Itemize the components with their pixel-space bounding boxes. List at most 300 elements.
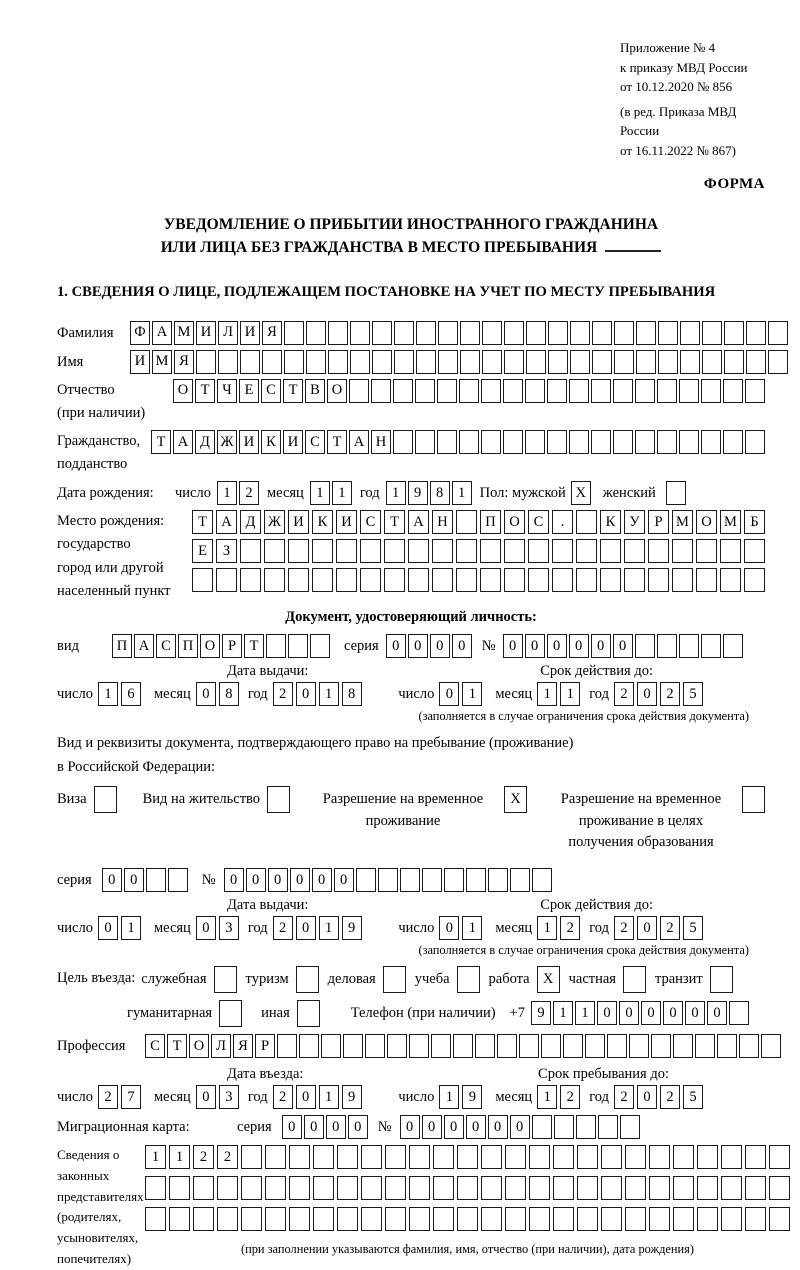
char-cell[interactable] xyxy=(761,1034,781,1058)
char-cell[interactable]: 8 xyxy=(219,682,239,706)
char-cell[interactable] xyxy=(532,868,552,892)
char-cell[interactable] xyxy=(488,868,508,892)
char-cell[interactable] xyxy=(504,539,525,563)
char-cell[interactable] xyxy=(625,1207,646,1231)
char-cell[interactable] xyxy=(460,321,480,345)
char-cell[interactable] xyxy=(504,321,524,345)
char-cell[interactable] xyxy=(553,1176,574,1200)
char-cell[interactable] xyxy=(456,539,477,563)
char-cell[interactable] xyxy=(592,321,612,345)
char-cell[interactable] xyxy=(745,1145,766,1169)
char-cell[interactable] xyxy=(241,1207,262,1231)
char-cell[interactable]: 0 xyxy=(296,1085,316,1109)
char-cell[interactable]: 0 xyxy=(510,1115,530,1139)
char-cell[interactable] xyxy=(636,350,656,374)
char-cell[interactable] xyxy=(432,539,453,563)
char-cell[interactable] xyxy=(673,1145,694,1169)
char-cell[interactable]: А xyxy=(173,430,193,454)
char-cell[interactable]: 1 xyxy=(169,1145,190,1169)
char-cell[interactable] xyxy=(394,350,414,374)
char-cell[interactable] xyxy=(721,1207,742,1231)
char-cell[interactable] xyxy=(607,1034,627,1058)
char-cell[interactable] xyxy=(702,350,722,374)
char-cell[interactable]: 1 xyxy=(462,682,482,706)
char-cell[interactable]: 0 xyxy=(290,868,310,892)
char-cell[interactable]: О xyxy=(696,510,717,534)
char-cell[interactable]: 0 xyxy=(637,682,657,706)
char-cell[interactable]: 1 xyxy=(319,682,339,706)
char-cell[interactable] xyxy=(636,321,656,345)
char-cell[interactable] xyxy=(482,350,502,374)
char-cell[interactable] xyxy=(378,868,398,892)
char-cell[interactable]: 0 xyxy=(224,868,244,892)
char-cell[interactable] xyxy=(519,1034,539,1058)
char-cell[interactable]: 0 xyxy=(525,634,545,658)
char-cell[interactable]: Ч xyxy=(217,379,237,403)
char-cell[interactable] xyxy=(393,430,413,454)
char-cell[interactable]: С xyxy=(360,510,381,534)
char-cell[interactable] xyxy=(266,634,286,658)
char-cell[interactable]: Т xyxy=(384,510,405,534)
char-cell[interactable] xyxy=(658,321,678,345)
char-cell[interactable] xyxy=(673,1034,693,1058)
char-cell[interactable]: Д xyxy=(195,430,215,454)
char-cell[interactable] xyxy=(744,539,765,563)
char-cell[interactable] xyxy=(721,1176,742,1200)
char-cell[interactable]: П xyxy=(112,634,132,658)
char-cell[interactable] xyxy=(554,1115,574,1139)
char-cell[interactable]: Е xyxy=(192,539,213,563)
char-cell[interactable] xyxy=(457,1207,478,1231)
char-cell[interactable] xyxy=(649,1145,670,1169)
char-cell[interactable] xyxy=(310,634,330,658)
char-cell[interactable]: 0 xyxy=(663,1001,683,1025)
char-cell[interactable] xyxy=(240,350,260,374)
char-cell[interactable] xyxy=(600,539,621,563)
char-cell[interactable]: 0 xyxy=(619,1001,639,1025)
char-cell[interactable]: С xyxy=(156,634,176,658)
char-cell[interactable] xyxy=(337,1176,358,1200)
char-cell[interactable] xyxy=(729,1001,749,1025)
char-cell[interactable] xyxy=(505,1145,526,1169)
char-cell[interactable]: 2 xyxy=(660,916,680,940)
char-cell[interactable] xyxy=(570,350,590,374)
char-cell[interactable]: 1 xyxy=(452,481,472,505)
char-cell[interactable] xyxy=(457,1145,478,1169)
char-cell[interactable] xyxy=(437,379,457,403)
char-cell[interactable] xyxy=(666,481,686,505)
char-cell[interactable] xyxy=(701,379,721,403)
char-cell[interactable] xyxy=(466,868,486,892)
char-cell[interactable]: 2 xyxy=(217,1145,238,1169)
char-cell[interactable] xyxy=(768,321,788,345)
char-cell[interactable]: И xyxy=(336,510,357,534)
char-cell[interactable] xyxy=(216,568,237,592)
char-cell[interactable]: 0 xyxy=(641,1001,661,1025)
char-cell[interactable] xyxy=(547,430,567,454)
char-cell[interactable]: 2 xyxy=(614,916,634,940)
char-cell[interactable] xyxy=(673,1207,694,1231)
char-cell[interactable]: 1 xyxy=(553,1001,573,1025)
char-cell[interactable]: А xyxy=(216,510,237,534)
char-cell[interactable] xyxy=(265,1176,286,1200)
char-cell[interactable] xyxy=(481,1176,502,1200)
char-cell[interactable] xyxy=(409,1207,430,1231)
char-cell[interactable]: 0 xyxy=(439,682,459,706)
char-cell[interactable] xyxy=(192,568,213,592)
char-cell[interactable]: 0 xyxy=(312,868,332,892)
char-cell[interactable]: И xyxy=(130,350,150,374)
char-cell[interactable] xyxy=(313,1176,334,1200)
char-cell[interactable]: 0 xyxy=(466,1115,486,1139)
char-cell[interactable] xyxy=(306,350,326,374)
checkbox-cell[interactable] xyxy=(742,786,765,813)
char-cell[interactable]: Т xyxy=(283,379,303,403)
char-cell[interactable]: Т xyxy=(192,510,213,534)
char-cell[interactable] xyxy=(193,1207,214,1231)
checkbox-cell[interactable]: X xyxy=(537,966,560,993)
char-cell[interactable]: X xyxy=(571,481,591,505)
char-cell[interactable] xyxy=(481,1207,502,1231)
char-cell[interactable] xyxy=(768,350,788,374)
char-cell[interactable] xyxy=(481,430,501,454)
char-cell[interactable] xyxy=(673,1176,694,1200)
char-cell[interactable] xyxy=(409,1034,429,1058)
char-cell[interactable]: 1 xyxy=(145,1145,166,1169)
char-cell[interactable] xyxy=(416,321,436,345)
char-cell[interactable]: 1 xyxy=(537,1085,557,1109)
char-cell[interactable] xyxy=(563,1034,583,1058)
char-cell[interactable] xyxy=(769,1176,790,1200)
char-cell[interactable] xyxy=(394,321,414,345)
char-cell[interactable]: С xyxy=(145,1034,165,1058)
char-cell[interactable] xyxy=(241,1176,262,1200)
char-cell[interactable] xyxy=(457,1176,478,1200)
char-cell[interactable] xyxy=(384,539,405,563)
char-cell[interactable] xyxy=(620,1115,640,1139)
char-cell[interactable] xyxy=(433,1176,454,1200)
char-cell[interactable]: 9 xyxy=(408,481,428,505)
char-cell[interactable] xyxy=(360,568,381,592)
char-cell[interactable] xyxy=(288,634,308,658)
char-cell[interactable]: М xyxy=(672,510,693,534)
char-cell[interactable]: 0 xyxy=(613,634,633,658)
char-cell[interactable]: 0 xyxy=(400,1115,420,1139)
char-cell[interactable] xyxy=(598,1115,618,1139)
char-cell[interactable] xyxy=(601,1145,622,1169)
char-cell[interactable] xyxy=(510,868,530,892)
char-cell[interactable]: 1 xyxy=(319,1085,339,1109)
char-cell[interactable] xyxy=(503,379,523,403)
char-cell[interactable] xyxy=(145,1207,166,1231)
char-cell[interactable] xyxy=(438,321,458,345)
char-cell[interactable] xyxy=(769,1145,790,1169)
char-cell[interactable]: К xyxy=(600,510,621,534)
char-cell[interactable] xyxy=(526,350,546,374)
char-cell[interactable] xyxy=(696,539,717,563)
char-cell[interactable] xyxy=(648,568,669,592)
char-cell[interactable] xyxy=(169,1207,190,1231)
char-cell[interactable]: 2 xyxy=(614,1085,634,1109)
char-cell[interactable] xyxy=(456,510,477,534)
char-cell[interactable] xyxy=(289,1176,310,1200)
char-cell[interactable] xyxy=(433,1207,454,1231)
char-cell[interactable] xyxy=(724,321,744,345)
char-cell[interactable]: Т xyxy=(244,634,264,658)
char-cell[interactable]: И xyxy=(239,430,259,454)
char-cell[interactable] xyxy=(409,1176,430,1200)
char-cell[interactable]: 9 xyxy=(342,1085,362,1109)
char-cell[interactable] xyxy=(529,1145,550,1169)
char-cell[interactable] xyxy=(313,1207,334,1231)
char-cell[interactable]: 0 xyxy=(246,868,266,892)
char-cell[interactable] xyxy=(745,1176,766,1200)
char-cell[interactable]: 0 xyxy=(348,1115,368,1139)
char-cell[interactable] xyxy=(409,1145,430,1169)
char-cell[interactable]: И xyxy=(288,510,309,534)
char-cell[interactable]: Е xyxy=(239,379,259,403)
char-cell[interactable] xyxy=(679,430,699,454)
char-cell[interactable] xyxy=(624,568,645,592)
char-cell[interactable]: 0 xyxy=(444,1115,464,1139)
char-cell[interactable] xyxy=(553,1207,574,1231)
char-cell[interactable] xyxy=(218,350,238,374)
char-cell[interactable] xyxy=(553,1145,574,1169)
char-cell[interactable] xyxy=(337,1145,358,1169)
char-cell[interactable]: 6 xyxy=(121,682,141,706)
char-cell[interactable] xyxy=(497,1034,517,1058)
char-cell[interactable]: О xyxy=(173,379,193,403)
char-cell[interactable]: 2 xyxy=(239,481,259,505)
checkbox-cell[interactable] xyxy=(267,786,290,813)
char-cell[interactable] xyxy=(739,1034,759,1058)
char-cell[interactable] xyxy=(724,350,744,374)
char-cell[interactable] xyxy=(306,321,326,345)
char-cell[interactable] xyxy=(453,1034,473,1058)
char-cell[interactable] xyxy=(313,1145,334,1169)
char-cell[interactable]: 0 xyxy=(422,1115,442,1139)
char-cell[interactable] xyxy=(336,539,357,563)
char-cell[interactable] xyxy=(240,539,261,563)
char-cell[interactable] xyxy=(577,1207,598,1231)
char-cell[interactable]: И xyxy=(196,321,216,345)
char-cell[interactable] xyxy=(697,1145,718,1169)
char-cell[interactable]: С xyxy=(305,430,325,454)
char-cell[interactable] xyxy=(657,379,677,403)
char-cell[interactable]: 1 xyxy=(332,481,352,505)
char-cell[interactable]: 1 xyxy=(575,1001,595,1025)
char-cell[interactable] xyxy=(720,539,741,563)
char-cell[interactable]: 3 xyxy=(219,916,239,940)
char-cell[interactable]: 1 xyxy=(462,916,482,940)
char-cell[interactable]: Н xyxy=(432,510,453,534)
char-cell[interactable] xyxy=(745,1207,766,1231)
char-cell[interactable] xyxy=(651,1034,671,1058)
char-cell[interactable] xyxy=(648,539,669,563)
checkbox-cell[interactable] xyxy=(457,966,480,993)
char-cell[interactable]: З xyxy=(216,539,237,563)
char-cell[interactable]: 9 xyxy=(462,1085,482,1109)
char-cell[interactable] xyxy=(746,350,766,374)
char-cell[interactable]: Т xyxy=(167,1034,187,1058)
char-cell[interactable]: 9 xyxy=(531,1001,551,1025)
char-cell[interactable]: 0 xyxy=(452,634,472,658)
char-cell[interactable] xyxy=(328,350,348,374)
char-cell[interactable]: . xyxy=(552,510,573,534)
char-cell[interactable] xyxy=(264,539,285,563)
char-cell[interactable]: Л xyxy=(218,321,238,345)
char-cell[interactable] xyxy=(701,634,721,658)
char-cell[interactable]: Р xyxy=(222,634,242,658)
char-cell[interactable] xyxy=(657,430,677,454)
char-cell[interactable] xyxy=(680,350,700,374)
char-cell[interactable]: К xyxy=(312,510,333,534)
char-cell[interactable] xyxy=(744,568,765,592)
char-cell[interactable]: О xyxy=(504,510,525,534)
char-cell[interactable] xyxy=(475,1034,495,1058)
char-cell[interactable] xyxy=(504,350,524,374)
char-cell[interactable] xyxy=(532,1115,552,1139)
char-cell[interactable] xyxy=(312,539,333,563)
char-cell[interactable] xyxy=(415,430,435,454)
char-cell[interactable] xyxy=(672,568,693,592)
char-cell[interactable]: Т xyxy=(195,379,215,403)
char-cell[interactable] xyxy=(432,568,453,592)
char-cell[interactable] xyxy=(456,568,477,592)
char-cell[interactable]: И xyxy=(240,321,260,345)
char-cell[interactable]: 0 xyxy=(102,868,122,892)
char-cell[interactable]: 1 xyxy=(217,481,237,505)
char-cell[interactable]: 0 xyxy=(547,634,567,658)
char-cell[interactable]: М xyxy=(152,350,172,374)
char-cell[interactable] xyxy=(528,568,549,592)
char-cell[interactable]: Ж xyxy=(217,430,237,454)
char-cell[interactable]: 0 xyxy=(386,634,406,658)
char-cell[interactable]: М xyxy=(720,510,741,534)
char-cell[interactable] xyxy=(552,539,573,563)
char-cell[interactable] xyxy=(613,430,633,454)
char-cell[interactable] xyxy=(460,350,480,374)
char-cell[interactable]: 0 xyxy=(196,1085,216,1109)
char-cell[interactable] xyxy=(679,634,699,658)
char-cell[interactable]: 3 xyxy=(219,1085,239,1109)
char-cell[interactable] xyxy=(569,379,589,403)
char-cell[interactable]: Д xyxy=(240,510,261,534)
char-cell[interactable]: 9 xyxy=(342,916,362,940)
char-cell[interactable] xyxy=(649,1176,670,1200)
char-cell[interactable]: К xyxy=(261,430,281,454)
char-cell[interactable]: 2 xyxy=(98,1085,118,1109)
char-cell[interactable] xyxy=(745,379,765,403)
char-cell[interactable]: 1 xyxy=(121,916,141,940)
char-cell[interactable] xyxy=(526,321,546,345)
char-cell[interactable] xyxy=(365,1034,385,1058)
char-cell[interactable] xyxy=(614,350,634,374)
char-cell[interactable] xyxy=(525,379,545,403)
char-cell[interactable]: 0 xyxy=(637,1085,657,1109)
char-cell[interactable] xyxy=(328,321,348,345)
char-cell[interactable]: 7 xyxy=(121,1085,141,1109)
char-cell[interactable] xyxy=(769,1207,790,1231)
char-cell[interactable]: 0 xyxy=(597,1001,617,1025)
char-cell[interactable] xyxy=(400,868,420,892)
char-cell[interactable] xyxy=(679,379,699,403)
char-cell[interactable]: 0 xyxy=(408,634,428,658)
char-cell[interactable] xyxy=(701,430,721,454)
char-cell[interactable] xyxy=(384,568,405,592)
char-cell[interactable]: 2 xyxy=(560,916,580,940)
char-cell[interactable]: 5 xyxy=(683,1085,703,1109)
char-cell[interactable] xyxy=(193,1176,214,1200)
char-cell[interactable] xyxy=(625,1145,646,1169)
char-cell[interactable] xyxy=(576,568,597,592)
char-cell[interactable] xyxy=(444,868,464,892)
char-cell[interactable] xyxy=(548,321,568,345)
char-cell[interactable] xyxy=(169,1176,190,1200)
char-cell[interactable] xyxy=(241,1145,262,1169)
char-cell[interactable]: 2 xyxy=(660,1085,680,1109)
checkbox-cell[interactable] xyxy=(297,1000,320,1027)
checkbox-cell[interactable] xyxy=(623,966,646,993)
char-cell[interactable] xyxy=(746,321,766,345)
char-cell[interactable]: О xyxy=(327,379,347,403)
checkbox-cell[interactable] xyxy=(710,966,733,993)
char-cell[interactable]: 8 xyxy=(430,481,450,505)
char-cell[interactable] xyxy=(431,1034,451,1058)
char-cell[interactable] xyxy=(547,379,567,403)
char-cell[interactable] xyxy=(385,1176,406,1200)
checkbox-cell[interactable]: X xyxy=(504,786,527,813)
char-cell[interactable] xyxy=(168,868,188,892)
char-cell[interactable] xyxy=(240,568,261,592)
char-cell[interactable] xyxy=(504,568,525,592)
checkbox-cell[interactable] xyxy=(94,786,117,813)
char-cell[interactable] xyxy=(529,1176,550,1200)
char-cell[interactable]: 1 xyxy=(386,481,406,505)
char-cell[interactable]: А xyxy=(349,430,369,454)
char-cell[interactable]: 0 xyxy=(282,1115,302,1139)
char-cell[interactable] xyxy=(576,510,597,534)
char-cell[interactable] xyxy=(265,1145,286,1169)
char-cell[interactable] xyxy=(629,1034,649,1058)
char-cell[interactable] xyxy=(680,321,700,345)
char-cell[interactable]: А xyxy=(408,510,429,534)
char-cell[interactable]: Т xyxy=(327,430,347,454)
char-cell[interactable]: 0 xyxy=(296,916,316,940)
char-cell[interactable]: С xyxy=(528,510,549,534)
char-cell[interactable]: 0 xyxy=(304,1115,324,1139)
char-cell[interactable] xyxy=(601,1176,622,1200)
char-cell[interactable] xyxy=(569,430,589,454)
char-cell[interactable] xyxy=(349,379,369,403)
char-cell[interactable]: 2 xyxy=(273,682,293,706)
char-cell[interactable]: 0 xyxy=(98,916,118,940)
char-cell[interactable] xyxy=(529,1207,550,1231)
char-cell[interactable] xyxy=(723,430,743,454)
char-cell[interactable] xyxy=(505,1176,526,1200)
char-cell[interactable]: В xyxy=(305,379,325,403)
char-cell[interactable] xyxy=(576,1115,596,1139)
char-cell[interactable] xyxy=(288,568,309,592)
char-cell[interactable] xyxy=(459,379,479,403)
char-cell[interactable]: 0 xyxy=(685,1001,705,1025)
char-cell[interactable] xyxy=(416,350,436,374)
char-cell[interactable]: 2 xyxy=(193,1145,214,1169)
char-cell[interactable] xyxy=(145,1176,166,1200)
char-cell[interactable]: 0 xyxy=(591,634,611,658)
char-cell[interactable] xyxy=(337,1207,358,1231)
char-cell[interactable] xyxy=(600,568,621,592)
